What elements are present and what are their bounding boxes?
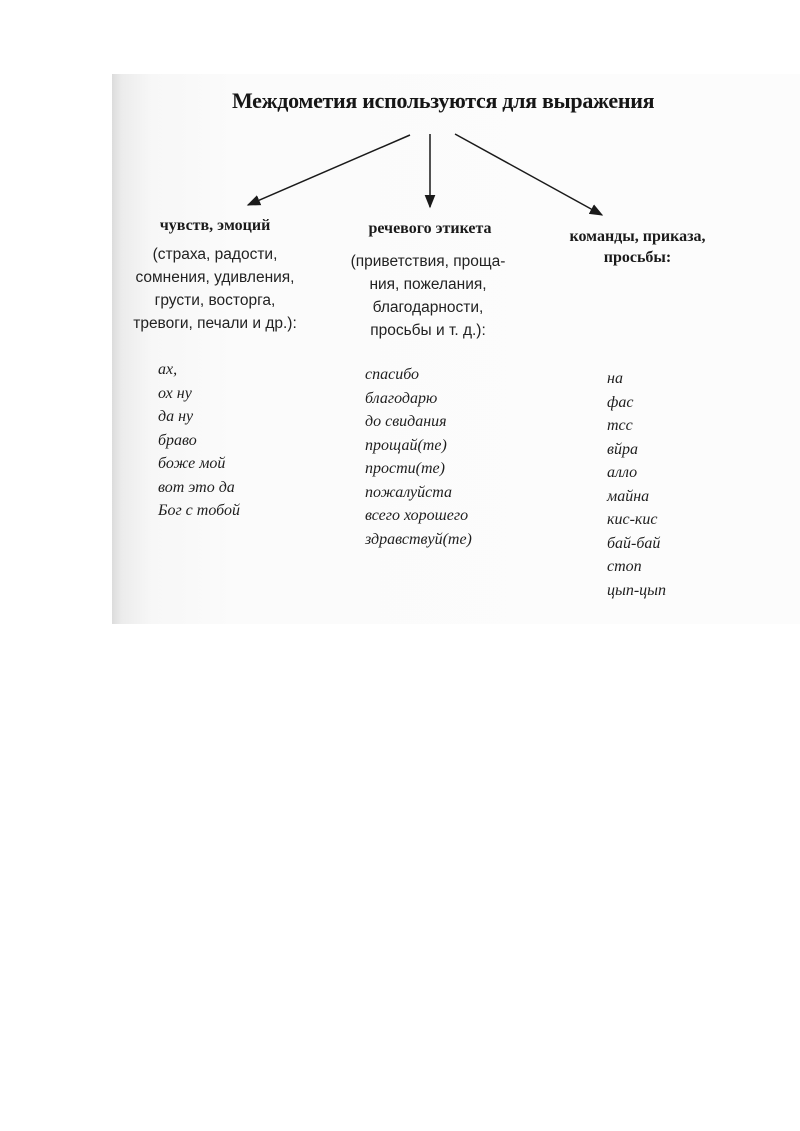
list-item: тсс bbox=[607, 417, 633, 434]
heading-emotions: чувств, эмоций bbox=[159, 217, 271, 234]
list-item: ах, bbox=[158, 361, 178, 378]
list-item: браво bbox=[158, 431, 197, 449]
description-speech-etiquette bbox=[323, 250, 533, 342]
description-line: грусти, восторга, bbox=[154, 292, 276, 309]
list-item: цып-цып bbox=[607, 581, 666, 599]
list-item: да ну bbox=[158, 408, 194, 425]
list-item: алло bbox=[607, 464, 638, 481]
list-item: фас bbox=[607, 393, 634, 411]
list-item: стоп bbox=[607, 558, 642, 575]
heading-commands: команды, приказа, просьбы: bbox=[569, 228, 706, 266]
list-item: боже мой bbox=[158, 455, 226, 472]
list-item: здравствуй(те) bbox=[365, 530, 472, 548]
list-item: кис-кис bbox=[607, 511, 658, 528]
arrow-left bbox=[248, 135, 410, 205]
description-line: сомнения, удивления, bbox=[135, 269, 295, 286]
list-item: прощай(те) bbox=[365, 436, 447, 454]
list-item: всего хорошего bbox=[365, 507, 469, 524]
list-item: пожалуйста bbox=[365, 483, 452, 501]
description-line: ния, пожелания, bbox=[369, 276, 487, 293]
list-item: вот это да bbox=[158, 478, 235, 496]
list-item: спасибо bbox=[365, 366, 420, 383]
list-item: Бог с тобой bbox=[158, 502, 240, 519]
description-line: тревоги, печали и др.): bbox=[133, 315, 297, 332]
description-line: благодарности, bbox=[372, 299, 484, 316]
word-list-speech-etiquette bbox=[365, 363, 472, 551]
list-item: прости(те) bbox=[365, 460, 445, 477]
branch-arrows bbox=[0, 0, 800, 240]
list-item: бай-бай bbox=[607, 534, 661, 552]
list-item: вйра bbox=[607, 440, 638, 458]
description-line: (страха, радости, bbox=[152, 246, 278, 263]
heading-speech-etiquette: речевого этикета bbox=[368, 220, 492, 237]
list-item: майна bbox=[607, 487, 650, 505]
list-item: на bbox=[607, 370, 623, 387]
description-line: (приветствия, проща- bbox=[350, 253, 506, 270]
diagram-title: Междометия используются для выражения bbox=[232, 88, 655, 113]
list-item: до свидания bbox=[365, 413, 447, 430]
arrow-right bbox=[455, 134, 602, 215]
word-list-emotions bbox=[158, 358, 240, 523]
list-item: благодарю bbox=[365, 389, 438, 407]
description-line: просьбы и т. д.): bbox=[370, 322, 486, 339]
description-emotions bbox=[112, 243, 318, 335]
list-item: ох ну bbox=[158, 384, 192, 402]
word-list-commands bbox=[607, 367, 666, 602]
